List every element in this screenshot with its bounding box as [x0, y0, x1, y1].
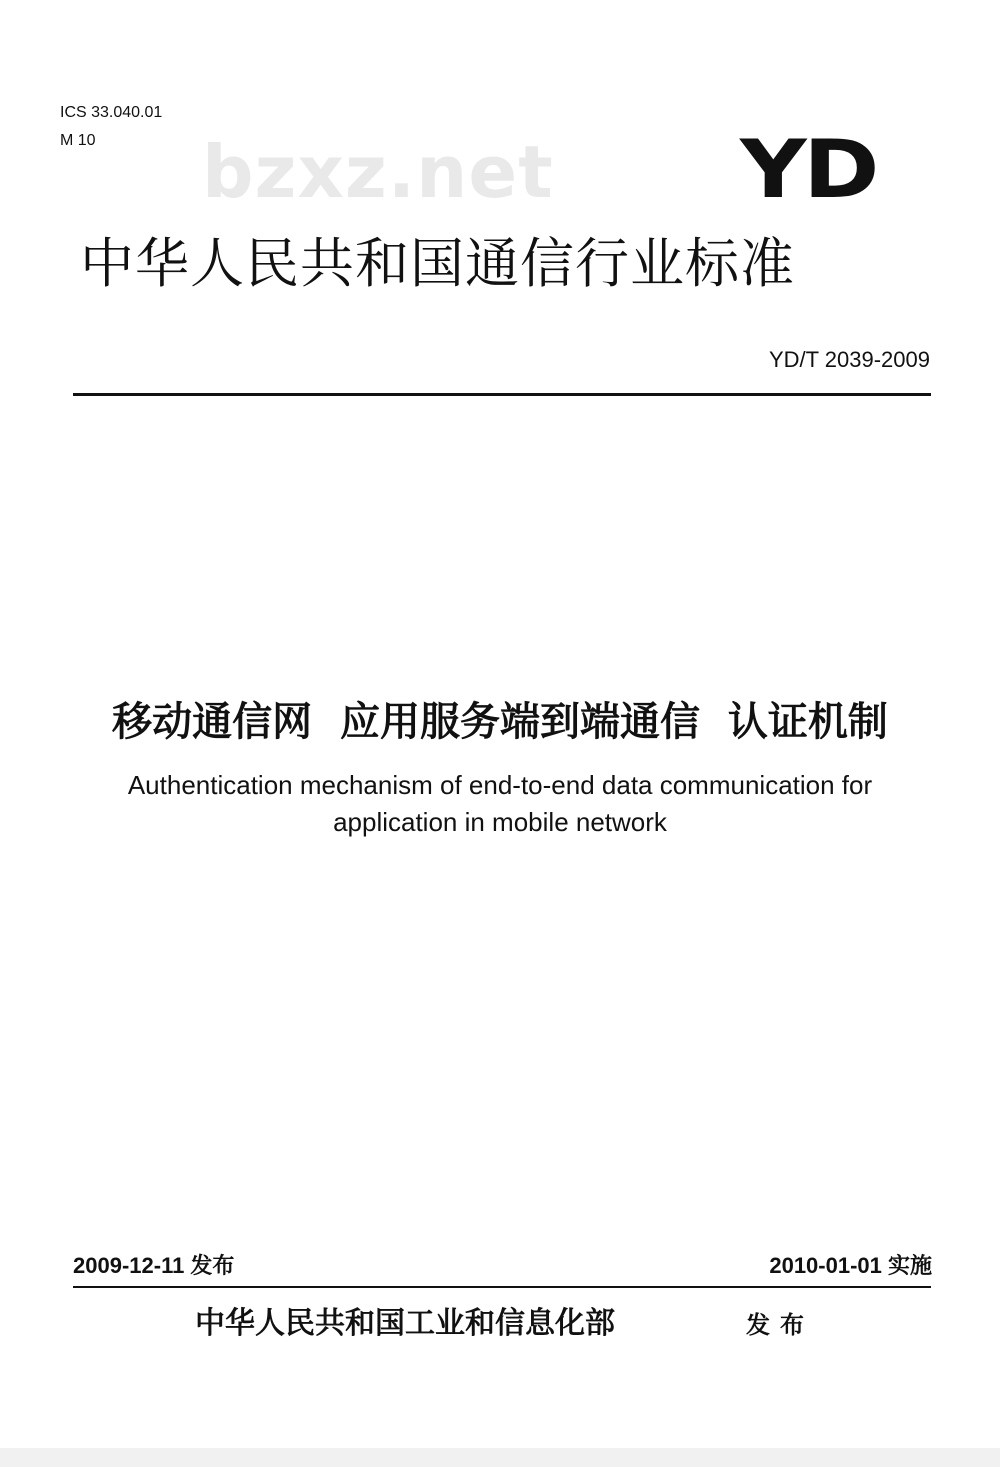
publisher-suffix: 发布 [746, 1310, 814, 1339]
ics-code: ICS 33.040.01 [60, 104, 163, 121]
industry-standard-title: 中华人民共和国通信行业标准 [80, 232, 795, 295]
release-date: 2009-12-11 发布 [73, 1253, 235, 1278]
bottom-divider [73, 1286, 931, 1288]
standard-number: YD/T 2039-2009 [768, 347, 930, 372]
watermark: bzxz.net [202, 130, 554, 214]
publisher-name: 中华人民共和国工业和信息化部 [195, 1306, 615, 1341]
top-divider [73, 393, 931, 396]
ccs-code: M 10 [60, 132, 96, 149]
yd-logo: YD [740, 123, 877, 216]
chinese-title: 移动通信网 应用服务端到端通信 认证机制 [112, 699, 888, 745]
english-title [0, 767, 1000, 841]
implementation-date: 2010-01-01 实施 [769, 1253, 932, 1278]
page-bottom-band [0, 1448, 1000, 1467]
english-title-line-2: application in mobile network [333, 807, 667, 837]
english-title-line-1: Authentication mechanism of end-to-end data communication for [127, 770, 873, 800]
